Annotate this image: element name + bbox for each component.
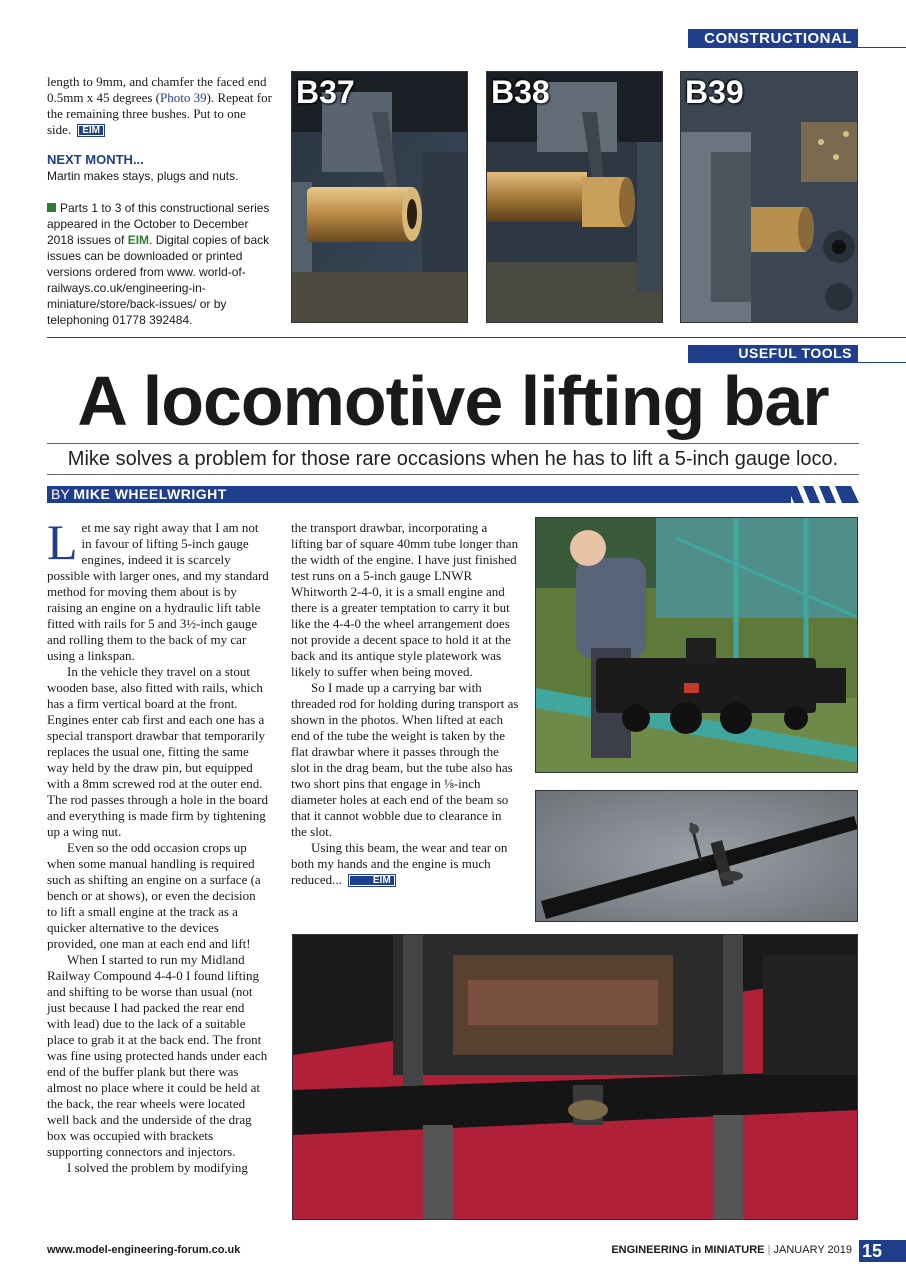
article-title: A locomotive lifting bar: [77, 362, 829, 440]
photo-label-b38: B38: [491, 74, 550, 110]
standfirst-rule-bottom: [47, 474, 859, 475]
byline-prefix: BY: [51, 486, 70, 502]
end-badge-eim: EIM: [77, 124, 105, 137]
page-number: 15: [859, 1240, 906, 1262]
photo-lifting-bar: [535, 790, 858, 922]
photo-label-b39: B39: [685, 74, 744, 110]
next-month-text: Martin makes stays, plugs and nuts.: [47, 169, 239, 183]
prev-article-text-end: ). Repeat for the remaining three bushes. Put to one side.: [47, 90, 272, 137]
article-end-badge-eim: EIM: [348, 874, 396, 887]
photo-b37: [291, 71, 468, 323]
section-label-constructional: CONSTRUCTIONAL: [688, 29, 858, 47]
article-column-2: [291, 520, 519, 888]
note-eim: EIM: [127, 233, 150, 247]
footer-website: www.model-engineering-forum.co.uk: [47, 1244, 241, 1256]
paragraph-8-text: Using this beam, the wear and tear on both my hands and the engine is much reduced...: [291, 840, 508, 887]
paragraph-5: I solved the problem by modifying: [67, 1160, 248, 1175]
photo-loco-rear-with-bar-image: [293, 935, 858, 1220]
standfirst-rule-top: [47, 443, 859, 444]
footer-magazine-name: ENGINEERING in MINIATURE: [611, 1244, 765, 1256]
paragraph-4: When I started to run my Midland Railway Compound 4-4-0 I found lifting and shifting to be worse than usual (not just because I had packed the rear end with lead) due to the lack of a suitable place to grab it at the back end. The front was fine using protected hands under each end of the buffer plank but there was almost no place where it could be held at the back, the rear wheels were located well back and the underside of the drag box was occupied with brackets supporting connectors and injectors.: [47, 952, 268, 1159]
footer-separator: |: [767, 1244, 771, 1256]
photo-man-with-locomotive-image: [536, 518, 858, 773]
photo-man-with-locomotive: [535, 517, 858, 773]
prev-article-column: [47, 74, 272, 328]
paragraph-1-text: et me say right away that I am not in favour of lifting 5-inch gauge engines, indeed it is scarcely possible with larger ones, and my standard method for moving them about is by raising an engine on a hydraulic lift table fitted with rails for 5 and 3½-inch gauge and rolling them to the back of my car using a linkspan.: [47, 520, 269, 663]
photo-loco-rear-with-bar: [292, 934, 858, 1220]
note-text-start: Parts 1 to 3 of this constructional series appeared in the October to December 2018 issues of: [47, 201, 270, 247]
paragraph-3: Even so the odd occasion crops up when some manual handling is required such as shifting an engine on a surface (a bench or at shows), or even the decision to lift a small engine at the track as a quicker alternative to the devices provided, one man at each end and lift!: [47, 840, 261, 951]
dropcap: L: [47, 514, 78, 570]
header-rule: [688, 47, 906, 48]
byline-stripes: [787, 486, 859, 503]
photo-ref-link: Photo 39: [160, 90, 207, 105]
prev-article-text: [47, 74, 272, 138]
section-label-useful-tools: USEFUL TOOLS: [688, 345, 858, 362]
photo-label-b37: B37: [296, 74, 355, 110]
back-issues-note: [47, 200, 272, 328]
photo-b39: [680, 71, 858, 323]
next-month-heading: NEXT MONTH...: [47, 152, 144, 167]
note-text-end: . Digital copies of back issues can be downloaded or printed versions ordered from www. world-of-railways.co.uk/engineering-in-miniature/store/back-issues/ or by telephoning 01778 392484.: [47, 233, 270, 327]
photo-lifting-bar-image: [536, 791, 858, 922]
article-divider: [47, 337, 906, 338]
paragraph-1: [47, 514, 269, 664]
footer-issue-date: JANUARY 2019: [773, 1244, 852, 1256]
article-column-1: [47, 514, 269, 1176]
paragraph-2: In the vehicle they travel on a stout wooden base, also fitted with rails, which has a firm vertical board at the front. Engines enter cab first and each one has a special transport drawbar that temporarily replaces the usual one, fitting the same way held by the draw pin, but equipped with a 8mm screwed rod at the outer end. The rod passes through a hole in the board and everything is made firm by tightening up a wing nut.: [47, 664, 268, 839]
byline-name: MIKE WHEELWRIGHT: [73, 486, 227, 502]
paragraph-7: So I made up a carrying bar with threaded rod for holding during transport as shown in the photos. When lifted at each end of the tube the weight is taken by the flat drawbar where it passes through the slot in the drag beam, but the tube also has two short pins that engage in ⅛-inch diameter holes at each end of the beam so that it cannot wobble due to clearance in the slot.: [291, 680, 519, 839]
green-square-icon: [47, 203, 56, 212]
byline-bar: [47, 486, 791, 503]
photo-b38: [486, 71, 663, 323]
paragraph-6: the transport drawbar, incorporating a lifting bar of square 40mm tube longer than the width of the engine. I have just finished test runs on a 5-inch gauge LNWR Whitworth 2-4-0, it is a small engine and there is a greater temptation to carry it but like the 4-4-0 the wheel arrangement does not provide a decent space to hold it at the back and its antique style platework was likely to suffer when being moved.: [291, 520, 519, 679]
prev-article-text-start: length to 9mm, and chamfer the faced end 0.5mm x 45 degrees (: [47, 74, 267, 105]
paragraph-8: [291, 840, 519, 888]
standfirst: Mike solves a problem for those rare occasions when he has to lift a 5-inch gauge loco.: [67, 448, 839, 470]
footer-issue: [560, 1244, 852, 1256]
